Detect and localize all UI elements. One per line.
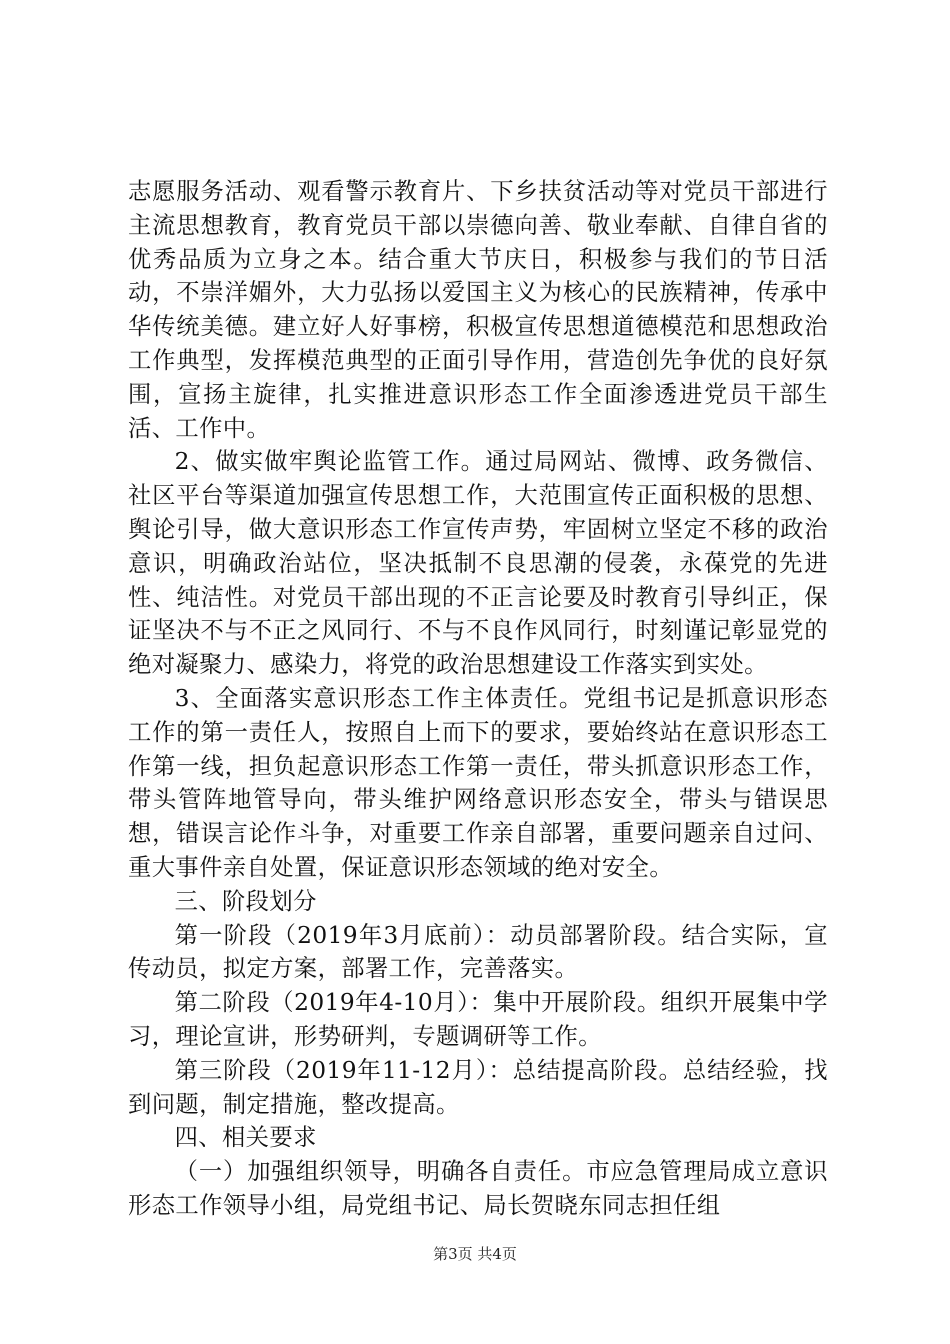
section-heading-requirements: 四、相关要求 — [174, 1124, 317, 1152]
paragraph-stage-two: 第二阶段（2019年4-10月）：集中开展阶段。组织开展集中学习，理论宣讲，形势研判，专题调研等工作。 — [128, 989, 828, 1050]
paragraph-volunteer-activities: 志愿服务活动、观看警示教育片、下乡扶贫活动等对党员干部进行主流思想教育，教育党员干部以崇德向善、敬业奉献、自律自省的优秀品质为立身之本。结合重大节庆日，积极参与我们的节日活动，不崇洋媚外，大力弘扬以爱国主义为核心的民族精神，传承中华传统美德。建立好人好事榜，积极宣传思想道德模范和思想政治工作典型，发挥模范典型的正面引导作用，营造创先争优的良好氛围，宣扬主旋律，扎实推进意识形态工作全面渗透进党员干部生活、工作中。 — [128, 178, 828, 442]
document-body — [128, 175, 828, 1223]
page-footer: 第3页 共4页 — [433, 1245, 517, 1263]
paragraph-stage-three: 第三阶段（2019年11-12月）：总结提高阶段。总结经验，找到问题，制定措施，整改提高。 — [128, 1056, 828, 1118]
section-heading-stages: 三、阶段划分 — [174, 887, 317, 915]
paragraph-stage-one: 第一阶段（2019年3月底前）：动员部署阶段。结合实际，宣传动员，拟定方案，部署工作，完善落实。 — [128, 921, 828, 983]
paragraph-public-opinion-supervision: 2、做实做牢舆论监管工作。通过局网站、微博、政务微信、社区平台等渠道加强宣传思想工作，大范围宣传正面积极的思想、舆论引导，做大意识形态工作宣传声势，牢固树立坚定不移的政治意识，明确政治站位，坚决抵制不良思潮的侵袭，永葆党的先进性、纯洁性。对党员干部出现的不正言论要及时教育引导纠正，保证坚决不与不正之风同行、不与不良作风同行，时刻谨记彰显党的绝对凝聚力、感染力，将党的政治思想建设工作落实到实处。 — [128, 448, 828, 679]
paragraph-organization-leadership: （一）加强组织领导，明确各自责任。市应急管理局成立意识形态工作领导小组，局党组书记、局长贺晓东同志担任组 — [128, 1158, 828, 1219]
paragraph-ideology-responsibility: 3、全面落实意识形态工作主体责任。党组书记是抓意识形态工作的第一责任人，按照自上而下的要求，要始终站在意识形态工作第一线，担负起意识形态工作第一责任，带头抓意识形态工作，带头管阵地管导向，带头维护网络意识形态安全，带头与错误思想，错误言论作斗争，对重要工作亲自部署，重要问题亲自过问、重大事件亲自处置，保证意识形态领域的绝对安全。 — [128, 684, 828, 881]
